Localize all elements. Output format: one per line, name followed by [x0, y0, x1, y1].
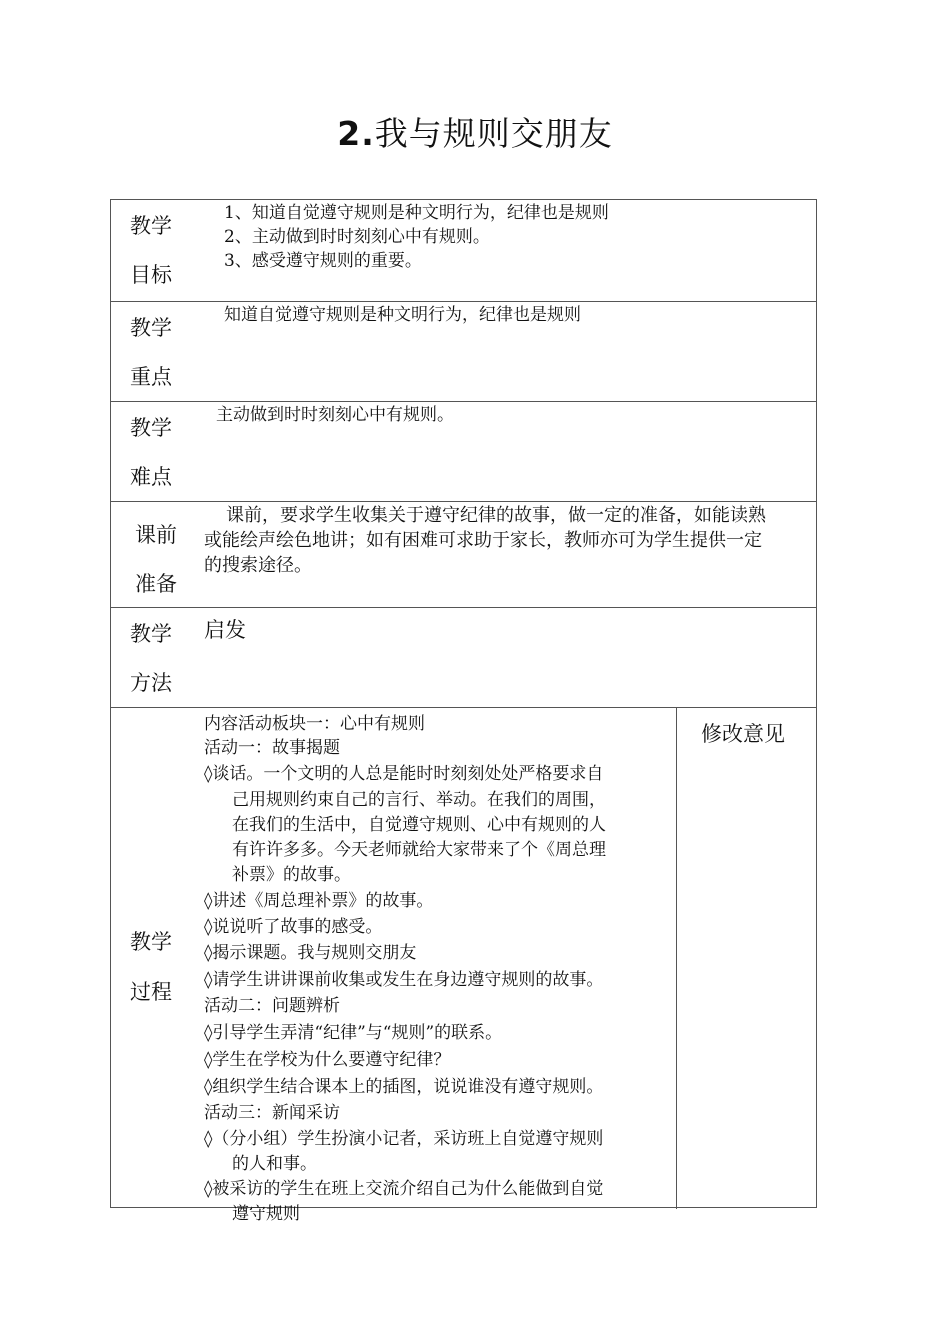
label-line-2: 准备: [135, 572, 177, 596]
process-line: ◊（分小组）学生扮演小记者，采访班上自觉遵守规则: [204, 1129, 604, 1149]
process-line: ◊谈话。一个文明的人总是能时时刻刻处处严格要求自: [204, 764, 604, 784]
label-line-1: 课前: [135, 523, 177, 547]
process-line: ◊请学生讲讲课前收集或发生在身边遵守规则的故事。: [204, 970, 604, 990]
prep-line: 的搜索途径。: [204, 555, 312, 576]
process-line: 的人和事。: [232, 1154, 317, 1174]
label-line-2: 难点: [130, 465, 172, 489]
process-line: 己用规则约束自己的言行、举动。在我们的周围，: [232, 790, 606, 810]
process-line: ◊学生在学校为什么要遵守纪律？: [204, 1050, 451, 1070]
label-line-2: 过程: [130, 980, 172, 1004]
goal-item: 3、感受遵守规则的重要。: [224, 251, 422, 271]
process-line: 有许许多多。今天老师就给大家带来了个《周总理: [232, 840, 606, 860]
key-points-text: 知道自觉遵守规则是种文明行为，纪律也是规则: [224, 305, 581, 325]
method-text: 启发: [204, 618, 246, 642]
row-process: [110, 707, 817, 1224]
preparation-text: [204, 503, 766, 578]
process-line: ◊揭示课题。我与规则交朋友: [204, 943, 417, 963]
process-line: ◊讲述《周总理补票》的故事。: [204, 891, 434, 911]
row-difficult-points: [110, 401, 817, 502]
prep-line: 或能绘声绘色地讲；如有困难可求助于家长，教师亦可为学生提供一定: [204, 530, 762, 551]
process-line: 活动三：新闻采访: [204, 1103, 340, 1123]
goal-item: 2、主动做到时时刻刻心中有规则。: [224, 227, 490, 247]
label-line-1: 教学: [130, 316, 172, 340]
label-line-2: 方法: [130, 671, 172, 695]
process-line: 遵守规则: [232, 1204, 300, 1224]
goal-item: 1、知道自觉遵守规则是种文明行为，纪律也是规则: [224, 203, 609, 223]
label-line-2: 目标: [130, 263, 172, 287]
label-line-1: 教学: [130, 214, 172, 238]
label-line-1: 教学: [130, 416, 172, 440]
process-line: 在我们的生活中，自觉遵守规则、心中有规则的人: [232, 815, 606, 835]
document-title: [0, 108, 950, 155]
label-line-2: 重点: [130, 365, 172, 389]
process-line: 内容活动板块一：心中有规则: [204, 714, 425, 734]
process-line: 补票》的故事。: [232, 865, 351, 885]
row-method: [110, 607, 817, 708]
row-teaching-goals: [110, 199, 817, 302]
process-line: ◊说说听了故事的感受。: [204, 917, 383, 937]
process-line: ◊被采访的学生在班上交流介绍自己为什么能做到自觉: [204, 1179, 604, 1199]
process-line: ◊组织学生结合课本上的插图，说说谁没有遵守规则。: [204, 1077, 604, 1097]
goal-list: [224, 201, 609, 273]
label-line-1: 教学: [130, 622, 172, 646]
process-line: 活动一：故事揭题: [204, 738, 340, 758]
label-line-1: 教学: [130, 930, 172, 954]
process-line: ◊引导学生弄清“纪律”与“规则”的联系。: [204, 1023, 503, 1043]
revision-header: 修改意见: [701, 722, 785, 746]
row-key-points: [110, 301, 817, 402]
process-line: 活动二：问题辨析: [204, 996, 340, 1016]
title-number: 2.: [337, 114, 375, 153]
row-preparation: [110, 501, 817, 608]
title-text: 我与规则交朋友: [374, 114, 613, 153]
difficult-points-text: 主动做到时时刻刻心中有规则。: [216, 405, 454, 425]
column-divider: [676, 708, 677, 1209]
prep-line: 课前，要求学生收集关于遵守纪律的故事，做一定的准备，如能读熟: [226, 505, 766, 526]
